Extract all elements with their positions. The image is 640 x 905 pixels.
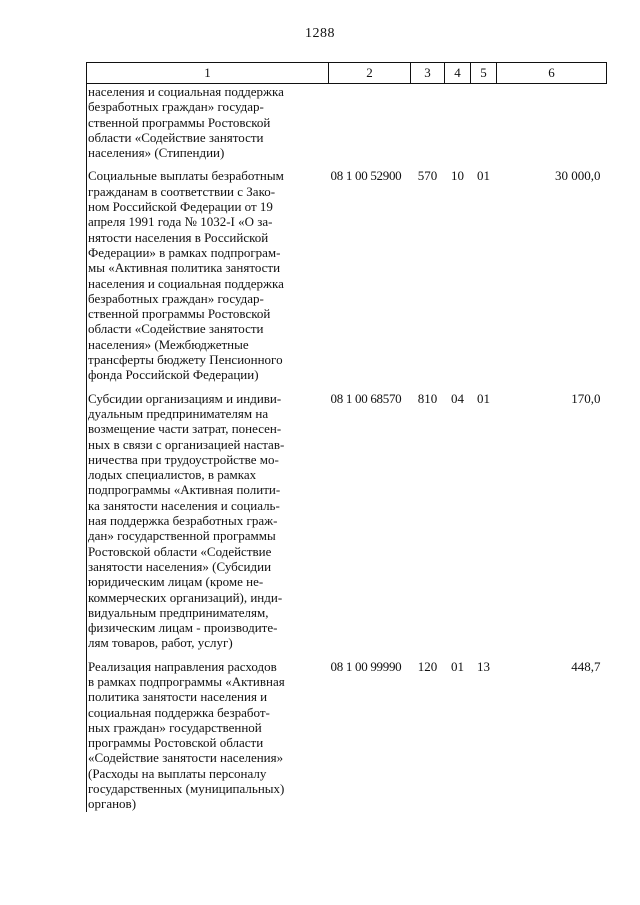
description-line: (Расходы на выплаты персоналу <box>88 765 267 781</box>
description-line: «Содействие занятости населения» <box>88 750 284 766</box>
description-line: гражданам в соответствии с Зако- <box>88 183 276 199</box>
description-line: дуальным предпринимателям на <box>88 405 269 421</box>
description-line: ная поддержка безработных граж- <box>88 513 278 529</box>
description-line: Субсидии организациям и индиви- <box>88 390 282 406</box>
description-line: населения» (Межбюджетные <box>88 336 249 352</box>
subsection: 01 <box>477 390 490 406</box>
description-line: политика занятости населения и <box>88 689 268 705</box>
description-line: Федерации» в рамках подпрограм- <box>88 244 281 260</box>
description-line: дан» государственной программы <box>88 528 276 544</box>
section: 01 <box>451 658 464 674</box>
table-row <box>87 659 607 812</box>
description-line: фонда Российской Федерации) <box>88 367 259 383</box>
row-description <box>87 168 329 382</box>
section: 10 <box>451 168 464 184</box>
description-line: области «Содействие занятости <box>88 321 264 337</box>
description-line: лям товаров, работ, услуг) <box>88 635 233 651</box>
description-line: безработных граждан» государ- <box>88 290 264 306</box>
description-line: Социальные выплаты безработным <box>88 168 284 184</box>
description-line: апреля 1991 года № 1032-I «О за- <box>88 214 273 230</box>
amount: 30 000,0 <box>555 168 601 184</box>
description-line: ных в связи с организацией настав- <box>88 436 285 452</box>
description-line: юридическим лицам (кроме не- <box>88 574 264 590</box>
description-line: ственной программы Ростовской <box>88 306 271 322</box>
target-code: 08 1 00 99990 <box>330 658 402 674</box>
description-line: социальная поддержка безработ- <box>88 704 270 720</box>
description-line: трансферты бюджету Пенсионного <box>88 352 283 368</box>
subsection: 13 <box>477 658 490 674</box>
table-row <box>87 168 607 382</box>
description-line: подпрограммы «Активная полити- <box>88 482 281 498</box>
page-number: 1288 <box>305 26 335 41</box>
row-description <box>87 391 329 651</box>
description-line: населения» (Стипендии) <box>88 145 225 161</box>
description-line: органов) <box>88 796 137 812</box>
target-code: 08 1 00 68570 <box>330 390 402 406</box>
row-description <box>87 84 329 161</box>
description-line: видуальным предпринимателям, <box>88 604 269 620</box>
column-header: 1 <box>87 63 329 84</box>
description-line: занятости населения» (Субсидии <box>88 558 272 574</box>
description-line: ственной программы Ростовской <box>88 114 271 130</box>
amount: 448,7 <box>571 658 601 674</box>
expense-type: 120 <box>417 658 438 674</box>
description-line: области «Содействие занятости <box>88 129 264 145</box>
description-line: населения и социальная поддержка <box>88 275 284 291</box>
description-line: безработных граждан» государ- <box>88 99 264 115</box>
section: 04 <box>451 390 464 406</box>
description-line: ном Российской Федерации от 19 <box>88 199 273 215</box>
table-header-row <box>87 63 607 84</box>
budget-table <box>86 62 607 812</box>
description-line: мы «Активная политика занятости <box>88 260 281 276</box>
amount: 170,0 <box>571 390 601 406</box>
column-header: 6 <box>497 63 607 84</box>
expense-type: 810 <box>417 390 438 406</box>
description-line: Ростовской области «Содействие <box>88 543 272 559</box>
subsection: 01 <box>477 168 490 184</box>
description-line: населения и социальная поддержка <box>88 84 284 99</box>
description-line: Реализация направления расходов <box>88 658 277 674</box>
column-header: 3 <box>411 63 445 84</box>
description-line: возмещение части затрат, понесен- <box>88 421 282 437</box>
column-header: 4 <box>445 63 471 84</box>
table-row <box>87 391 607 651</box>
table-row-continuation <box>87 84 607 161</box>
description-line: лодых специалистов, в рамках <box>88 467 257 483</box>
description-line: физическим лицам - производите- <box>88 620 278 636</box>
description-line: программы Ростовской области <box>88 735 264 751</box>
target-code: 08 1 00 52900 <box>330 168 402 184</box>
column-header: 5 <box>471 63 497 84</box>
description-line: коммерческих организаций), инди- <box>88 589 283 605</box>
description-line: ных граждан» государственной <box>88 719 262 735</box>
column-header: 2 <box>329 63 411 84</box>
expense-type: 570 <box>417 168 438 184</box>
description-line: ничества при трудоустройстве мо- <box>88 451 279 467</box>
description-line: ка занятости населения и социаль- <box>88 497 280 513</box>
description-line: государственных (муниципальных) <box>88 781 285 797</box>
description-line: в рамках подпрограммы «Активная <box>88 673 285 689</box>
description-line: нятости населения в Российской <box>88 229 269 245</box>
row-description <box>87 659 329 812</box>
